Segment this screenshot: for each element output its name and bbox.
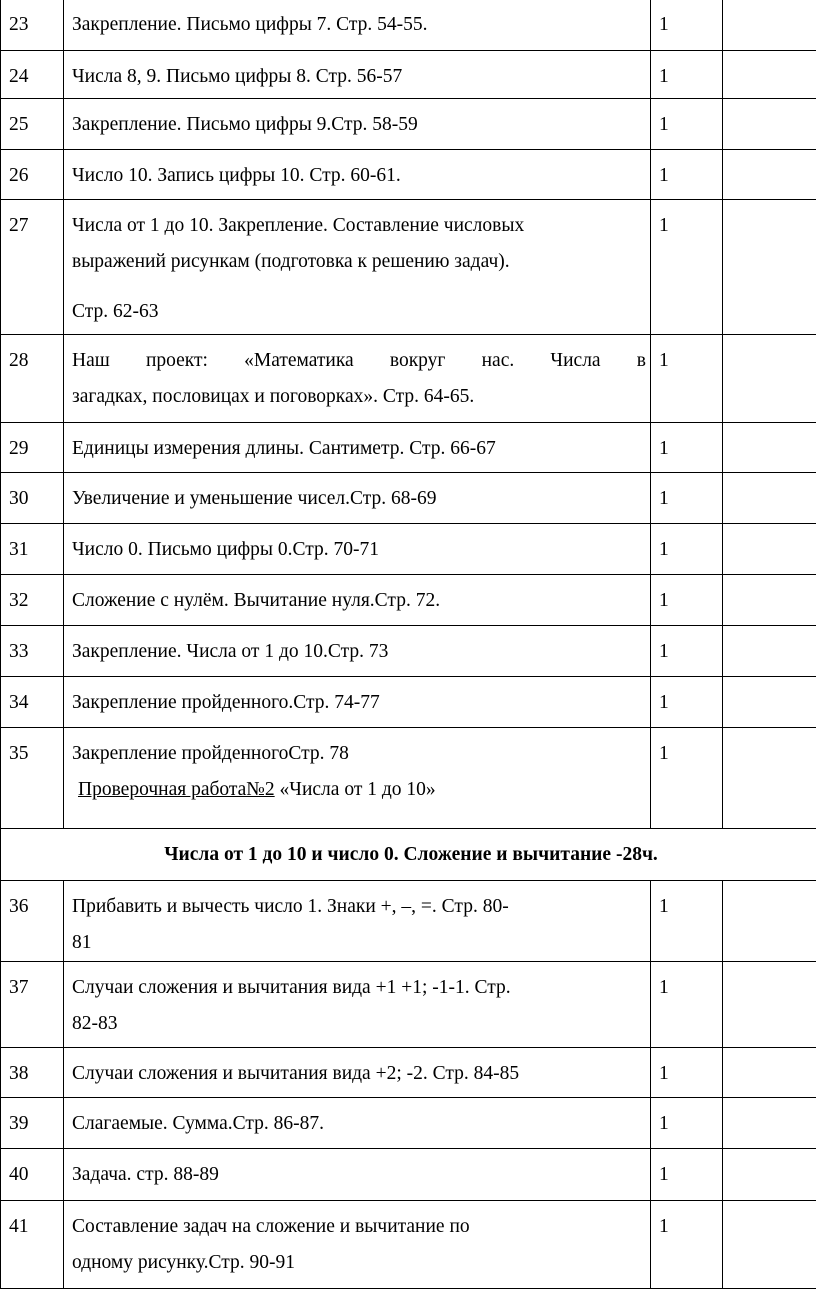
topic-line: Число 0. Письмо цифры 0.Стр. 70-71 <box>72 532 646 568</box>
lesson-date-cell <box>723 0 816 51</box>
lesson-date-cell <box>723 150 816 200</box>
table-row <box>1 1048 816 1098</box>
topic-line: Случаи сложения и вычитания вида +1 +1; -1-1. Стр. <box>72 970 646 1006</box>
lesson-date-cell <box>723 51 816 99</box>
lesson-number: 34 <box>1 677 64 728</box>
lesson-date-cell <box>723 1201 816 1289</box>
lesson-hours: 1 <box>651 524 723 575</box>
lesson-date-cell <box>723 575 816 626</box>
lesson-number: 41 <box>1 1201 64 1289</box>
lesson-number: 40 <box>1 1149 64 1201</box>
lesson-topic <box>64 1048 651 1098</box>
lesson-topic <box>64 626 651 677</box>
lesson-topic <box>64 335 651 423</box>
lesson-date-cell <box>723 962 816 1048</box>
table-row <box>1 881 816 962</box>
lesson-number: 24 <box>1 51 64 99</box>
table-row <box>1 575 816 626</box>
lesson-number: 27 <box>1 200 64 335</box>
table-row <box>1 728 816 829</box>
topic-line: 82-83 <box>72 1006 646 1042</box>
topic-line: Числа 8, 9. Письмо цифры 8. Стр. 56-57 <box>72 59 646 95</box>
lesson-hours: 1 <box>651 1098 723 1149</box>
lesson-topic <box>64 99 651 150</box>
lesson-topic <box>64 51 651 99</box>
table-row <box>1 335 816 423</box>
lesson-hours: 1 <box>651 1149 723 1201</box>
lesson-hours: 1 <box>651 626 723 677</box>
topic-line: Увеличение и уменьшение чисел.Стр. 68-69 <box>72 481 646 517</box>
table-row <box>1 1201 816 1289</box>
table-row <box>1 962 816 1048</box>
lesson-hours: 1 <box>651 0 723 51</box>
section-header-row <box>1 829 816 881</box>
table-body <box>1 0 816 1289</box>
lesson-date-cell <box>723 1098 816 1149</box>
lesson-hours: 1 <box>651 473 723 524</box>
table-row <box>1 1098 816 1149</box>
lesson-topic <box>64 0 651 51</box>
lesson-hours: 1 <box>651 1048 723 1098</box>
lesson-topic <box>64 524 651 575</box>
topic-line: Составление задач на сложение и вычитание по <box>72 1209 646 1245</box>
lesson-hours: 1 <box>651 200 723 335</box>
table-row <box>1 677 816 728</box>
lesson-date-cell <box>723 99 816 150</box>
table-row <box>1 0 816 51</box>
lesson-hours: 1 <box>651 150 723 200</box>
lesson-hours: 1 <box>651 728 723 829</box>
lesson-number: 28 <box>1 335 64 423</box>
table-row <box>1 1149 816 1201</box>
table-row <box>1 626 816 677</box>
lesson-topic <box>64 962 651 1048</box>
lesson-date-cell <box>723 728 816 829</box>
lesson-hours: 1 <box>651 881 723 962</box>
topic-line: Закрепление. Числа от 1 до 10.Стр. 73 <box>72 634 646 670</box>
topic-line: 81 <box>72 925 646 961</box>
table-row <box>1 524 816 575</box>
lesson-hours: 1 <box>651 1201 723 1289</box>
lesson-number: 39 <box>1 1098 64 1149</box>
lesson-number: 25 <box>1 99 64 150</box>
lesson-hours: 1 <box>651 51 723 99</box>
lesson-number: 31 <box>1 524 64 575</box>
lesson-topic <box>64 1098 651 1149</box>
lesson-date-cell <box>723 423 816 473</box>
table-row <box>1 51 816 99</box>
topic-line: одному рисунку.Стр. 90-91 <box>72 1245 646 1281</box>
table-row <box>1 200 816 335</box>
topic-line <box>72 772 646 808</box>
lesson-date-cell <box>723 677 816 728</box>
topic-line: Прибавить и вычесть число 1. Знаки +, –, =. Стр. 80- <box>72 889 646 925</box>
topic-line: загадках, пословицах и поговорках». Стр. 64-65. <box>72 379 646 415</box>
test-work-title: «Числа от 1 до 10» <box>275 779 436 800</box>
lesson-number: 26 <box>1 150 64 200</box>
lesson-topic <box>64 150 651 200</box>
lesson-number: 36 <box>1 881 64 962</box>
lesson-hours: 1 <box>651 575 723 626</box>
lesson-topic <box>64 1149 651 1201</box>
topic-line: Закрепление пройденногоСтр. 78 <box>72 736 646 772</box>
topic-line: Сложение с нулём. Вычитание нуля.Стр. 72. <box>72 583 646 619</box>
topic-line: Число 10. Запись цифры 10. Стр. 60-61. <box>72 158 646 194</box>
lesson-topic <box>64 881 651 962</box>
topic-line: Закрепление. Письмо цифры 7. Стр. 54-55. <box>72 7 646 43</box>
lesson-number: 33 <box>1 626 64 677</box>
topic-line: Единицы измерения длины. Сантиметр. Стр. 66-67 <box>72 431 646 467</box>
lesson-date-cell <box>723 626 816 677</box>
lesson-hours: 1 <box>651 423 723 473</box>
lesson-hours: 1 <box>651 677 723 728</box>
lesson-hours: 1 <box>651 99 723 150</box>
lesson-topic <box>64 1201 651 1289</box>
topic-line: Наш проект: «Математика вокруг нас. Числа в <box>72 343 646 379</box>
lesson-date-cell <box>723 881 816 962</box>
lesson-date-cell <box>723 1149 816 1201</box>
lesson-number: 32 <box>1 575 64 626</box>
lesson-date-cell <box>723 1048 816 1098</box>
lesson-topic <box>64 473 651 524</box>
lesson-hours: 1 <box>651 335 723 423</box>
table-row <box>1 423 816 473</box>
lesson-number: 35 <box>1 728 64 829</box>
lesson-number: 29 <box>1 423 64 473</box>
lesson-topic <box>64 728 651 829</box>
section-header: Числа от 1 до 10 и число 0. Сложение и вычитание -28ч. <box>1 829 816 881</box>
topic-line: Стр. 62-63 <box>72 294 646 330</box>
lesson-topic <box>64 200 651 335</box>
topic-line: Задача. стр. 88-89 <box>72 1157 646 1193</box>
lesson-number: 37 <box>1 962 64 1048</box>
lesson-number: 38 <box>1 1048 64 1098</box>
lesson-date-cell <box>723 473 816 524</box>
test-work-label: Проверочная работа№2 <box>78 779 275 800</box>
lesson-number: 23 <box>1 0 64 51</box>
topic-line: Случаи сложения и вычитания вида +2; -2. Стр. 84-85 <box>72 1056 646 1092</box>
lesson-date-cell <box>723 335 816 423</box>
lesson-topic <box>64 423 651 473</box>
topic-line: Закрепление пройденного.Стр. 74-77 <box>72 685 646 721</box>
lesson-topic <box>64 575 651 626</box>
table-row <box>1 99 816 150</box>
lesson-date-cell <box>723 524 816 575</box>
lesson-topic <box>64 677 651 728</box>
table-row <box>1 150 816 200</box>
lesson-hours: 1 <box>651 962 723 1048</box>
topic-line: Числа от 1 до 10. Закрепление. Составление числовых <box>72 208 646 244</box>
lesson-number: 30 <box>1 473 64 524</box>
topic-line: Слагаемые. Сумма.Стр. 86-87. <box>72 1106 646 1142</box>
table-row <box>1 473 816 524</box>
lesson-date-cell <box>723 200 816 335</box>
topic-line: выражений рисункам (подготовка к решению задач). <box>72 244 646 280</box>
topic-line: Закрепление. Письмо цифры 9.Стр. 58-59 <box>72 107 646 143</box>
